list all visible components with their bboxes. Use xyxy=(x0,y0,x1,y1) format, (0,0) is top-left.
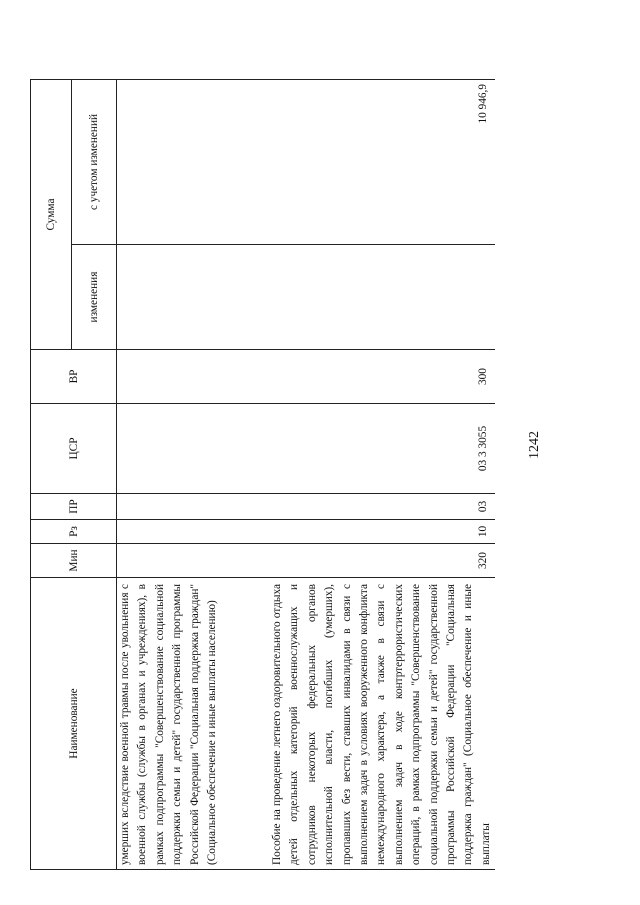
table-header-row xyxy=(31,80,72,870)
header-expense-type: ВР xyxy=(31,350,117,404)
row-changes xyxy=(117,245,260,350)
row-name: Пособие на проведение летнего оздоровительного отдыха детей отдельных категорий военнослужащих и сотрудников некоторых федеральных органов исполнительной власти, погибших (умерших), пропавших без вести, ставших инвалидами в связи с выполнением задач в условиях вооруженного конфликта немеждународного характера, а также в связи с выполнением задач в ходе контртеррористических операций, в рамках подпрограммы "Совершенствование социальной поддержки семьи и детей" государственной программы Российской Федерации "Социальная поддержка граждан" (Социальное обеспечение и иные выплаты xyxy=(259,578,495,870)
row-ministry xyxy=(117,544,260,578)
row-expense-type: 300 xyxy=(259,350,495,404)
row-with-changes: 10 946,9 xyxy=(259,80,495,245)
row-target: 03 3 3055 xyxy=(259,404,495,494)
row-changes xyxy=(259,245,495,350)
row-subsection xyxy=(117,494,260,520)
header-subsection: ПР xyxy=(31,494,117,520)
table-row xyxy=(259,80,495,870)
row-ministry: 320 xyxy=(259,544,495,578)
header-with-changes: с учетом изменений xyxy=(72,80,117,245)
header-sum: Сумма xyxy=(31,80,72,350)
table-row xyxy=(117,80,260,870)
header-target: ЦСР xyxy=(31,404,117,494)
document-page xyxy=(30,20,595,870)
header-changes: изменения xyxy=(72,245,117,350)
row-name: умерших вследствие военной травмы после увольнения с военной службы (службы в органах и учреждениях), в рамках подпрограммы "Совершенствование социальной поддержки семьи и детей" государственной программы Российской Федерации "Социальная поддержка граждан" (Социальное обеспечение и иные выплаты населению) xyxy=(117,578,260,870)
header-section: Рз xyxy=(31,520,117,544)
page-number: 1242 xyxy=(527,431,542,459)
row-with-changes xyxy=(117,80,260,245)
header-name: Наименование xyxy=(31,578,117,870)
header-ministry: Мин xyxy=(31,544,117,578)
row-section: 10 xyxy=(259,520,495,544)
row-subsection: 03 xyxy=(259,494,495,520)
row-target xyxy=(117,404,260,494)
budget-table xyxy=(30,79,495,870)
row-expense-type xyxy=(117,350,260,404)
row-section xyxy=(117,520,260,544)
